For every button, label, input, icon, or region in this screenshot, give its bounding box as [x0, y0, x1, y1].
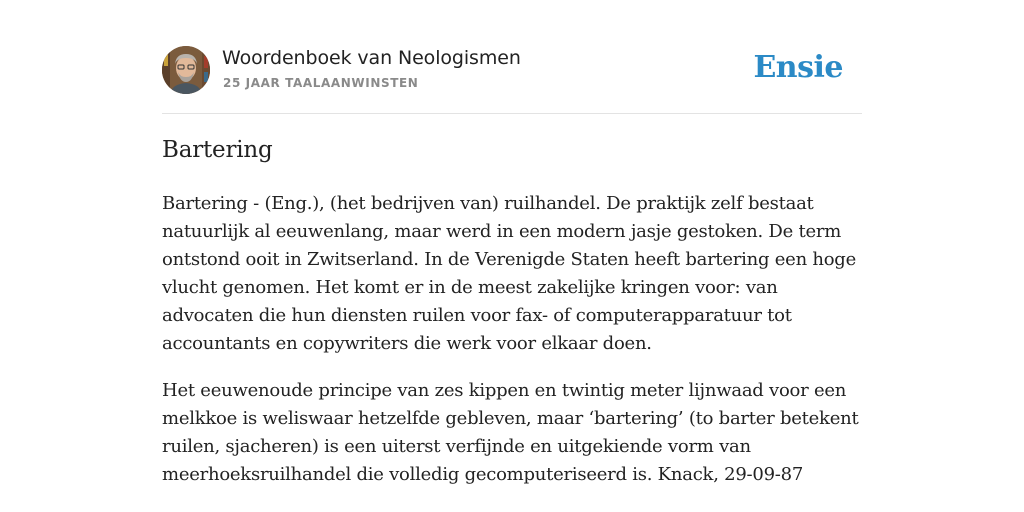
entry-paragraph: Het eeuwenoude principe van zes kippen en twintig meter lijnwaad voor een melkkoe is weliswaar hetzelfde gebleven, maar ‘bartering’ (to barter betekent ruilen, sjacheren) is een uiterst verfijnde en uitgekiende vorm van meerhoeksruilhandel die volledig gecomputeriseerd is. Knack, 29-09-87 [162, 380, 859, 485]
page [162, 0, 862, 512]
avatar[interactable] [162, 46, 210, 94]
brand-logo[interactable]: Ensie [753, 50, 843, 85]
source-subtitle: 25 JAAR TAALAANWINSTEN [223, 76, 419, 90]
source-title[interactable]: Woordenboek van Neologismen [222, 47, 521, 69]
entry-title: Bartering [162, 137, 273, 163]
header-divider [162, 113, 862, 114]
entry-body [162, 190, 862, 508]
entry-paragraph: Bartering - (Eng.), (het bedrijven van) ruilhandel. De praktijk zelf bestaat natuurlijk al eeuwenlang, maar werd in een modern jasje gestoken. De term ontstond ooit in Zwitserland. In de Verenigde Staten heeft bartering een hoge vlucht genomen. Het komt er in de meest zakelijke kringen voor: van advocaten die hun diensten ruilen voor fax- of computerapparatuur tot accountants en copywriters die werk voor elkaar doen. [162, 193, 856, 354]
source-header [162, 46, 862, 96]
person-portrait-icon [162, 46, 210, 94]
